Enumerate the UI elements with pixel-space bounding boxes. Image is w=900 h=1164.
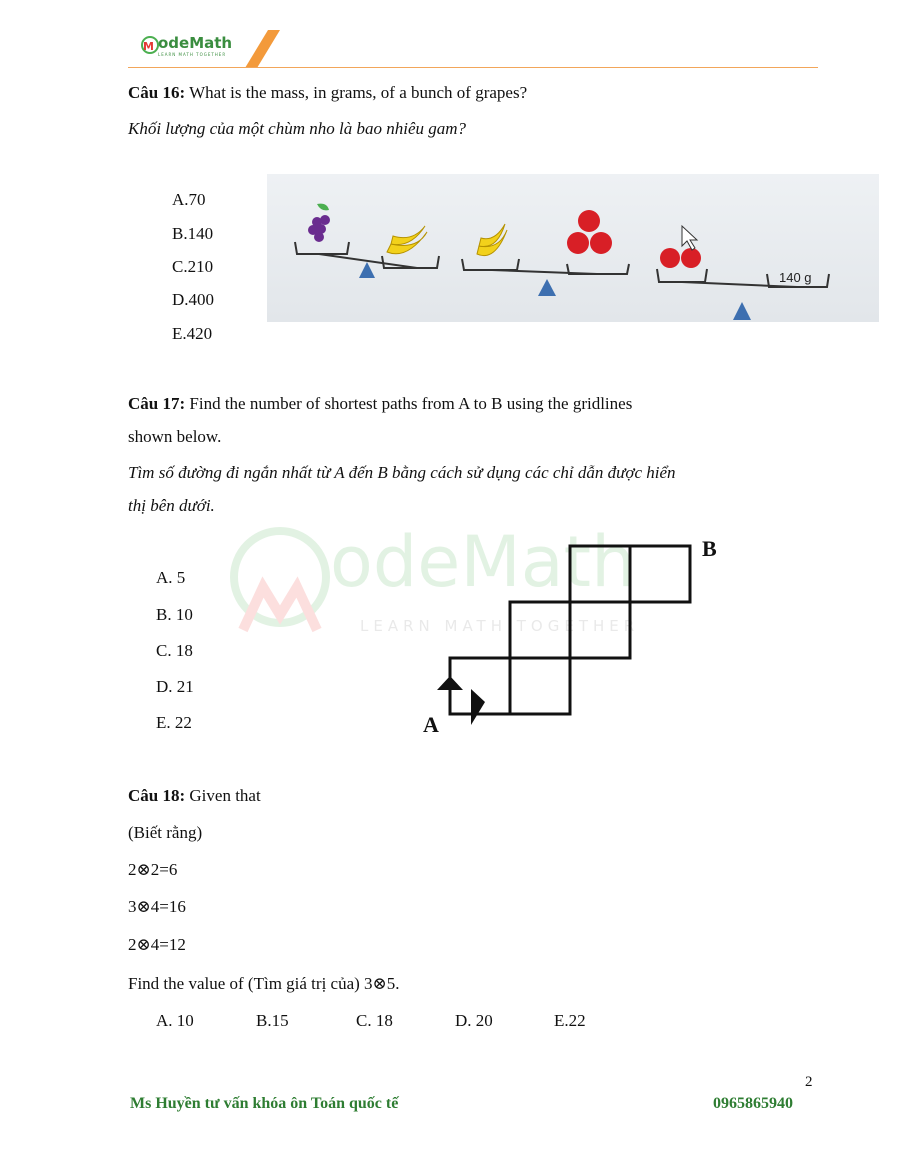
q18-option-b[interactable]: B.15 <box>256 1011 289 1030</box>
q16-option-a[interactable]: A.70 <box>172 190 206 209</box>
fulcrum-3-icon <box>733 302 751 320</box>
staircase-grid <box>415 532 735 742</box>
q18-option-c[interactable]: C. 18 <box>356 1011 393 1030</box>
balance-scales-image <box>267 174 879 322</box>
grapes-icon <box>308 204 330 242</box>
balance-scales-figure <box>267 174 879 322</box>
q18-find: Find the value of (Tìm giá trị của) 3⊗5. <box>128 974 400 993</box>
q17-text-en-1: Find the number of shortest paths from A to B using the gridlines <box>185 394 633 413</box>
q17-label: Câu 17: <box>128 394 186 413</box>
q17-option-d[interactable]: D. 21 <box>156 677 194 696</box>
q17-text-en-2: shown below. <box>128 427 222 446</box>
q18-text-vi: (Biết rằng) <box>128 823 203 842</box>
q18-title <box>128 786 261 806</box>
q16-text-vi: Khối lượng của một chùm nho là bao nhiêu gam? <box>128 119 467 138</box>
q18-option-a[interactable]: A. 10 <box>156 1011 194 1030</box>
bananas-icon <box>387 224 507 256</box>
svg-text:M: M <box>143 40 154 53</box>
q17-option-e[interactable]: E. 22 <box>156 713 192 732</box>
arrow-right-icon <box>471 689 485 725</box>
q17-text-vi-1: Tìm số đường đi ngắn nhất từ A đến B bằng cách sử dụng các chỉ dẫn được hiển <box>128 463 676 482</box>
watermark-brain-icon <box>225 525 335 635</box>
footer-phone: 0965865940 <box>713 1095 793 1112</box>
cursor-icon <box>682 226 697 250</box>
q18-option-e[interactable]: E.22 <box>554 1011 586 1030</box>
q18-equation-3: 2⊗4=12 <box>128 935 186 954</box>
logo-tagline: LEARN MATH TOGETHER <box>158 52 227 57</box>
watermark-tagline: LEARN MATH TOGETHER <box>360 617 640 635</box>
q16-option-e[interactable]: E.420 <box>172 324 213 343</box>
arrow-up-icon <box>437 676 463 690</box>
q16-label: Câu 16: <box>128 83 186 102</box>
watermark-text: odeMath <box>330 521 636 603</box>
grid-path-figure <box>415 532 735 742</box>
q17-option-c[interactable]: C. 18 <box>156 641 193 660</box>
header-divider <box>128 67 818 68</box>
q18-equation-1: 2⊗2=6 <box>128 860 178 879</box>
q18-text-en: Given that <box>185 786 261 805</box>
logo-text: odeMath <box>158 34 233 52</box>
q18-label: Câu 18: <box>128 786 186 805</box>
point-a-label: A <box>423 712 439 737</box>
q18-equation-2: 3⊗4=16 <box>128 897 186 916</box>
q18-option-d[interactable]: D. 20 <box>455 1011 493 1030</box>
q16-text-en: What is the mass, in grams, of a bunch of grapes? <box>185 83 528 102</box>
fulcrum-2-icon <box>538 279 556 296</box>
point-b-label: B <box>702 536 717 561</box>
q17-option-a[interactable]: A. 5 <box>156 568 186 587</box>
q16-option-b[interactable]: B.140 <box>172 224 214 243</box>
fulcrum-1-icon <box>359 262 375 278</box>
q17-title <box>128 394 632 414</box>
q17-option-b[interactable]: B. 10 <box>156 605 193 624</box>
header-logo <box>140 30 290 70</box>
q16-option-d[interactable]: D.400 <box>172 290 215 309</box>
apples-icon <box>567 210 701 268</box>
footer-left-text: Ms Huyền tư vấn khóa ôn Toán quốc tế <box>130 1095 399 1112</box>
page-number: 2 <box>805 1074 813 1090</box>
q16-option-c[interactable]: C.210 <box>172 257 214 276</box>
scale-weight-label: 140 g <box>779 270 812 285</box>
q16-title <box>128 83 527 103</box>
q17-text-vi-2: thị bên dưới. <box>128 496 215 515</box>
